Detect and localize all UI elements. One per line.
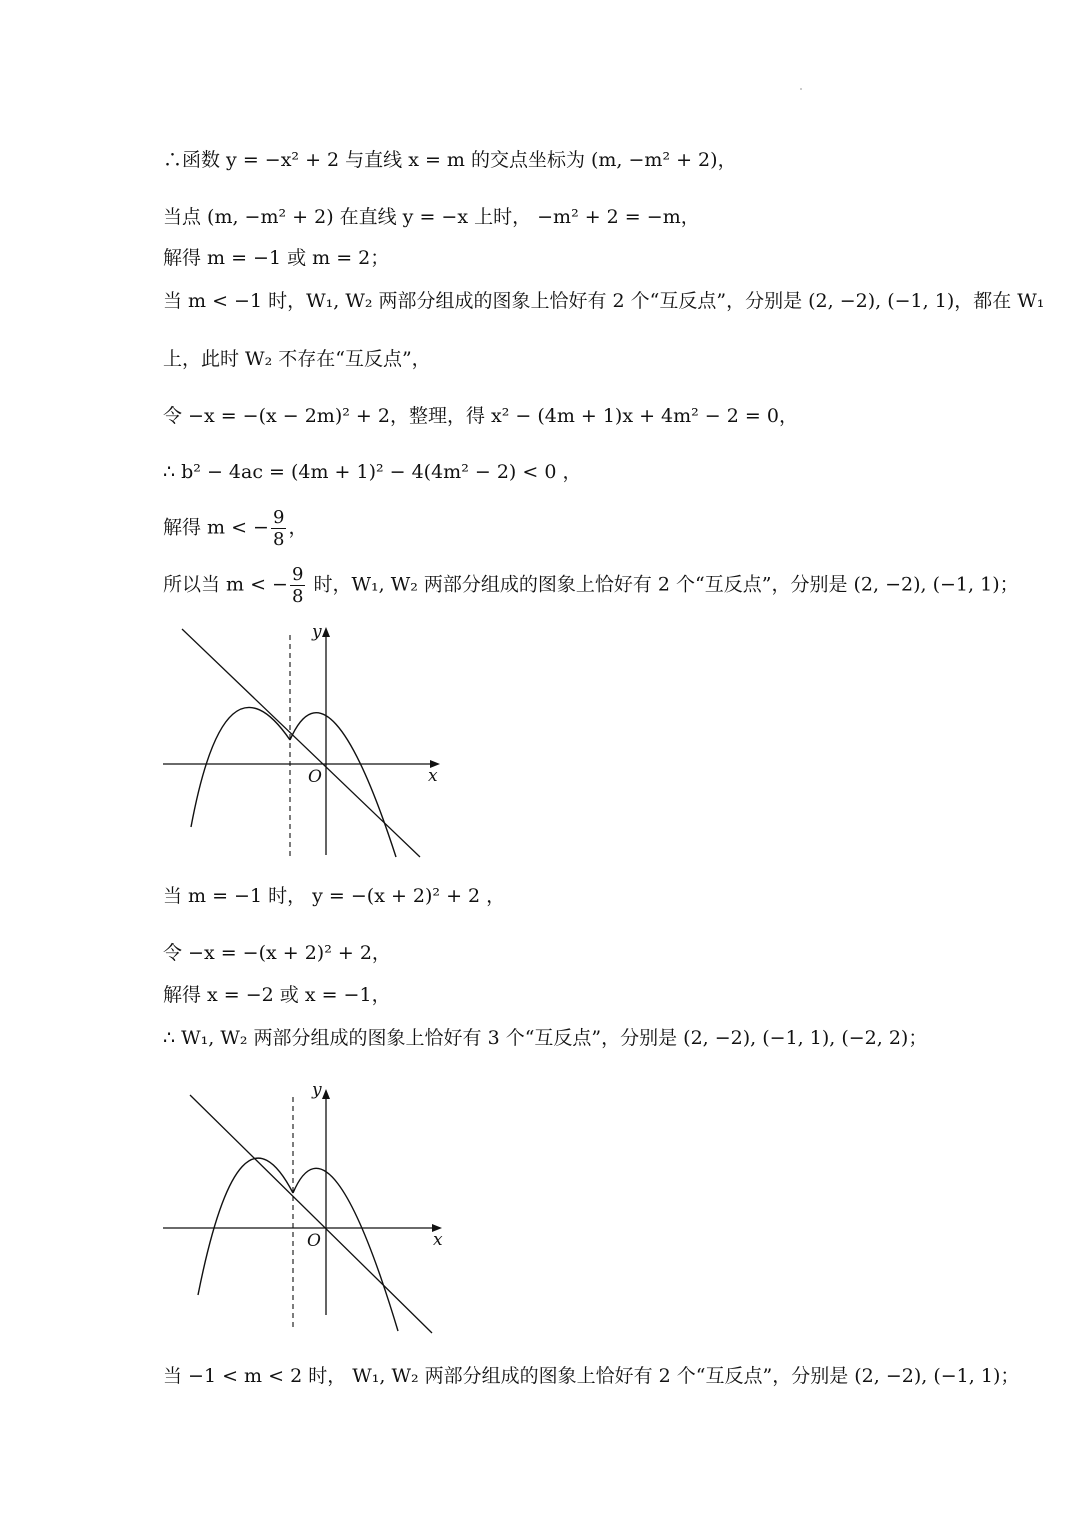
text-line-1: ∴函数 y = −x² + 2 与直线 x = m 的交点坐标为 (m, −m² + 2)， — [163, 149, 737, 171]
line-9-suffix: 时，W₁, W₂ 两部分组成的图象上恰好有 2 个“互反点”，分别是 (2, −2), (−1, 1)； — [307, 573, 1019, 596]
text-line-14: 当 −1 < m < 2 时， W₁, W₂ 两部分组成的图象上恰好有 2 个“互反点”，分别是 (2, −2), (−1, 1)； — [163, 1365, 1020, 1387]
text-line-2: 当点 (m, −m² + 2) 在直线 y = −x 上时， −m² + 2 = −m， — [163, 206, 700, 228]
y-axis-arrow — [322, 1089, 330, 1099]
text-line-5: 上，此时 W₂ 不存在“互反点”， — [163, 348, 431, 370]
text-line-9 — [163, 564, 1019, 607]
text-line-6: 令 −x = −(x − 2m)² + 2，整理，得 x² − (4m + 1)x + 4m² − 2 = 0， — [163, 405, 798, 427]
line-8-prefix: 解得 m < − — [163, 516, 269, 539]
x-axis-label: x — [433, 1230, 443, 1250]
fraction-numerator: 9 — [291, 564, 304, 585]
line-9-prefix: 所以当 m < − — [163, 573, 288, 596]
graph-figure-1 — [150, 615, 450, 865]
fraction-denominator: 8 — [272, 529, 285, 550]
text-line-4: 当 m < −1 时，W₁, W₂ 两部分组成的图象上恰好有 2 个“互反点”，分别是 (2, −2), (−1, 1)，都在 W₁ — [163, 290, 1045, 312]
fraction-9-8 — [290, 564, 305, 607]
fraction-numerator: 9 — [272, 507, 285, 528]
parabola-left-part — [191, 707, 290, 827]
fraction-denominator: 8 — [291, 586, 304, 607]
graph-figure-2 — [150, 1075, 450, 1335]
origin-label: O — [308, 767, 322, 787]
text-line-3: 解得 m = −1 或 m = 2； — [163, 247, 390, 269]
y-axis-label: y — [312, 622, 322, 642]
origin-label: O — [307, 1231, 321, 1251]
text-line-12: 解得 x = −2 或 x = −1， — [163, 984, 391, 1006]
text-line-13: ∴ W₁, W₂ 两部分组成的图象上恰好有 3 个“互反点”，分别是 (2, −2), (−1, 1), (−2, 2)； — [163, 1027, 928, 1049]
fraction-9-8 — [271, 507, 286, 550]
text-line-7: ∴ b² − 4ac = (4m + 1)² − 4(4m² − 2) < 0 ， — [163, 461, 582, 483]
text-line-11: 令 −x = −(x + 2)² + 2， — [163, 942, 391, 964]
scan-speck — [800, 88, 802, 90]
text-line-8 — [163, 507, 307, 550]
parabola-left-part — [198, 1158, 293, 1295]
line-8-suffix: ， — [288, 516, 308, 539]
line-y-neg-x — [190, 1095, 432, 1333]
text-line-10: 当 m = −1 时， y = −(x + 2)² + 2 ， — [163, 885, 506, 907]
y-axis-label: y — [312, 1080, 322, 1100]
x-axis-label: x — [428, 766, 438, 786]
parabola-right-part — [290, 713, 396, 857]
y-axis-arrow — [322, 627, 330, 637]
